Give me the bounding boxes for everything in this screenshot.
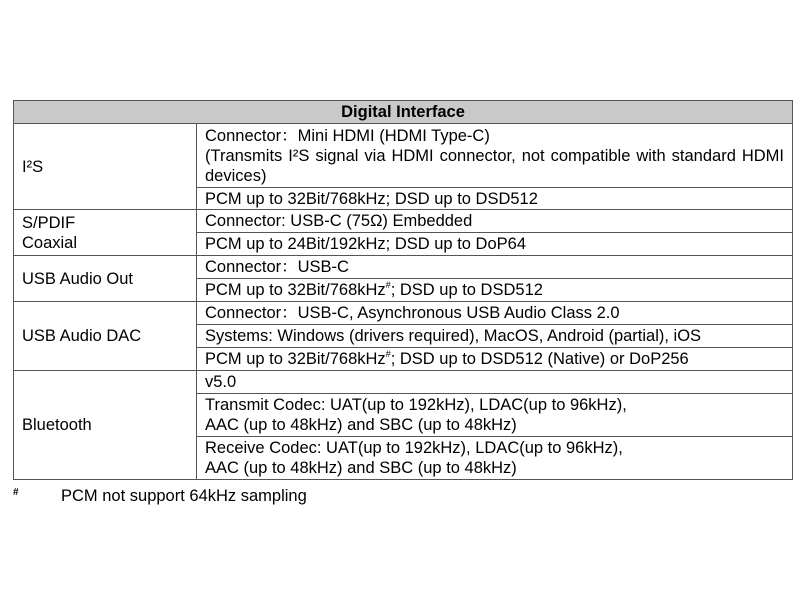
usb-dac-format-cell: [197, 348, 793, 371]
table-row: [14, 302, 793, 325]
digital-interface-table: [13, 100, 793, 480]
bluetooth-receive-cell: [197, 437, 793, 480]
usb-out-format-cell: [197, 279, 793, 302]
footnote-symbol: #: [13, 487, 19, 498]
bluetooth-transmit-line2: AAC (up to 48kHz) and SBC (up to 48kHz): [205, 416, 517, 434]
table-row: [14, 371, 793, 394]
spdif-format-cell: PCM up to 24Bit/192kHz; DSD up to DoP64: [197, 233, 793, 256]
row-label-i2s: I²S: [14, 124, 197, 210]
bluetooth-transmit-cell: [197, 394, 793, 437]
footnote-mark: #: [385, 280, 391, 290]
spdif-label-line1: S/PDIF: [22, 213, 76, 232]
table-title: Digital Interface: [14, 101, 793, 124]
spdif-label-line2: Coaxial: [22, 233, 78, 252]
row-label-usb-audio-dac: USB Audio DAC: [14, 302, 197, 371]
i2s-connector-note: (Transmits I²S signal via HDMI connector, not compatible with standard HDMI devices): [205, 146, 785, 185]
row-label-spdif: [14, 210, 197, 256]
usb-dac-format-part1: PCM up to 32Bit/768kHz: [205, 350, 386, 368]
usb-out-connector-cell: Connector：USB-C: [197, 256, 793, 279]
i2s-format-cell: PCM up to 32Bit/768kHz; DSD up to DSD512: [197, 188, 793, 210]
i2s-connector-cell: [197, 124, 793, 188]
row-label-usb-audio-out: USB Audio Out: [14, 256, 197, 302]
spdif-connector-cell: Connector: USB-C (75Ω) Embedded: [197, 210, 793, 233]
table-row: [14, 124, 793, 188]
table-header-row: [14, 101, 793, 124]
usb-dac-systems-cell: Systems: Windows (drivers required), MacOS, Android (partial), iOS: [197, 325, 793, 348]
bluetooth-version-cell: v5.0: [197, 371, 793, 394]
usb-out-format-part2: ; DSD up to DSD512: [390, 281, 543, 299]
usb-dac-format-part2: ; DSD up to DSD512 (Native) or DoP256: [390, 350, 689, 368]
table-row: [14, 210, 793, 233]
footnote-text: PCM not support 64kHz sampling: [61, 487, 307, 505]
usb-out-format-part1: PCM up to 32Bit/768kHz: [205, 281, 386, 299]
i2s-connector-text: Connector：Mini HDMI (HDMI Type-C): [205, 126, 490, 145]
usb-dac-connector-cell: Connector：USB-C, Asynchronous USB Audio Class 2.0: [197, 302, 793, 325]
bluetooth-receive-line1: Receive Codec: UAT(up to 192kHz), LDAC(up to 96kHz),: [205, 439, 623, 457]
table-row: [14, 256, 793, 279]
bluetooth-receive-line2: AAC (up to 48kHz) and SBC (up to 48kHz): [205, 459, 517, 477]
bluetooth-transmit-line1: Transmit Codec: UAT(up to 192kHz), LDAC(up to 96kHz),: [205, 396, 627, 414]
footnote-mark: #: [385, 349, 391, 359]
row-label-bluetooth: Bluetooth: [14, 371, 197, 480]
